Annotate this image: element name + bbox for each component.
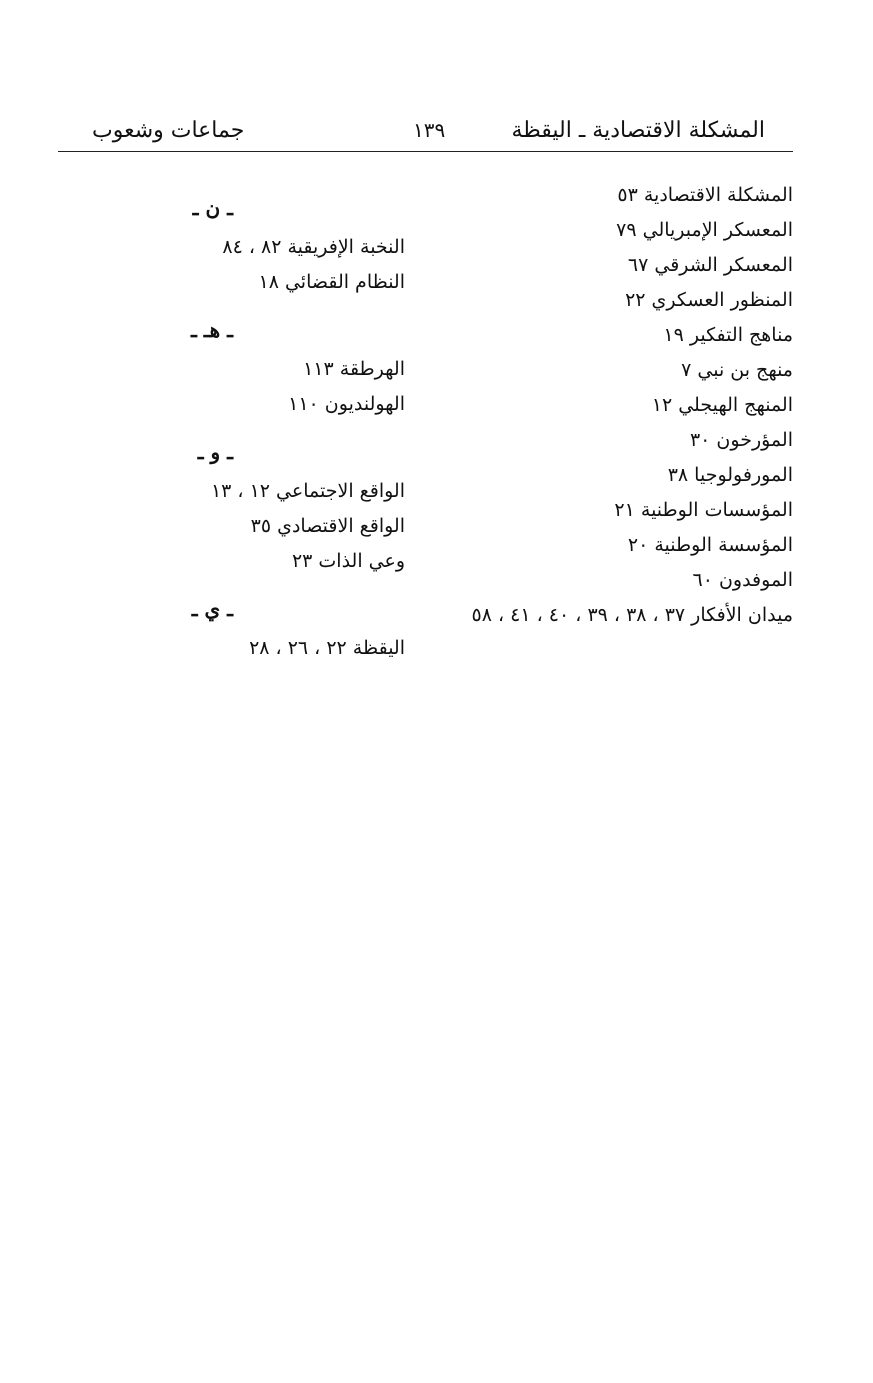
index-entry: المؤرخون ٣٠ xyxy=(689,429,793,451)
index-entry: الواقع الاقتصادي ٣٥ xyxy=(250,515,405,537)
index-entry: المؤسسات الوطنية ٢١ xyxy=(614,499,793,521)
running-title: المشكلة الاقتصادية ـ اليقظة xyxy=(511,118,765,143)
index-entry: اليقظة ٢٢ ، ٢٦ ، ٢٨ xyxy=(249,637,405,659)
index-entry: المعسكر الشرقي ٦٧ xyxy=(627,254,793,276)
letter-section-waw xyxy=(145,436,405,579)
index-entry: ميدان الأفكار ٣٧ ، ٣٨ ، ٣٩ ، ٤٠ ، ٤١ ، ٥٨ xyxy=(471,604,793,626)
index-column-left xyxy=(145,192,405,680)
header-rule xyxy=(58,151,793,152)
index-entry: المؤسسة الوطنية ٢٠ xyxy=(627,534,793,556)
index-entry: الموفدون ٦٠ xyxy=(692,569,793,591)
index-entry: المنهج الهيجلي ١٢ xyxy=(651,394,793,416)
index-column-right xyxy=(463,178,793,633)
book-title: جماعات وشعوب xyxy=(92,118,245,143)
letter-section-nun xyxy=(145,192,405,300)
section-letter: ـ ن ـ xyxy=(192,196,233,220)
index-entry: النظام القضائي ١٨ xyxy=(258,271,405,293)
section-letter: ـ هـ ـ xyxy=(190,318,233,342)
letter-section-ha xyxy=(145,314,405,422)
letter-section-ya xyxy=(145,593,405,666)
index-entry: مناهج التفكير ١٩ xyxy=(663,324,793,346)
index-entry: الواقع الاجتماعي ١٢ ، ١٣ xyxy=(210,480,405,502)
index-entry: المنظور العسكري ٢٢ xyxy=(625,289,793,311)
index-entry: الهولنديون ١١٠ xyxy=(288,393,405,415)
index-entry: المعسكر الإمبريالي ٧٩ xyxy=(616,219,793,241)
section-letter: ـ ي ـ xyxy=(191,597,233,621)
index-entry: النخبة الإفريقية ٨٢ ، ٨٤ xyxy=(222,236,405,258)
index-entry: وعي الذات ٢٣ xyxy=(291,550,405,572)
page-header xyxy=(58,112,793,150)
page-number: ١٣٩ xyxy=(413,118,446,142)
section-letter: ـ و ـ xyxy=(197,440,233,464)
index-entry: المشكلة الاقتصادية ٥٣ xyxy=(617,184,793,206)
index-entry: منهج بن نبي ٧ xyxy=(681,359,793,381)
index-entry: المورفولوجيا ٣٨ xyxy=(667,464,793,486)
index-entry: الهرطقة ١١٣ xyxy=(303,358,405,380)
